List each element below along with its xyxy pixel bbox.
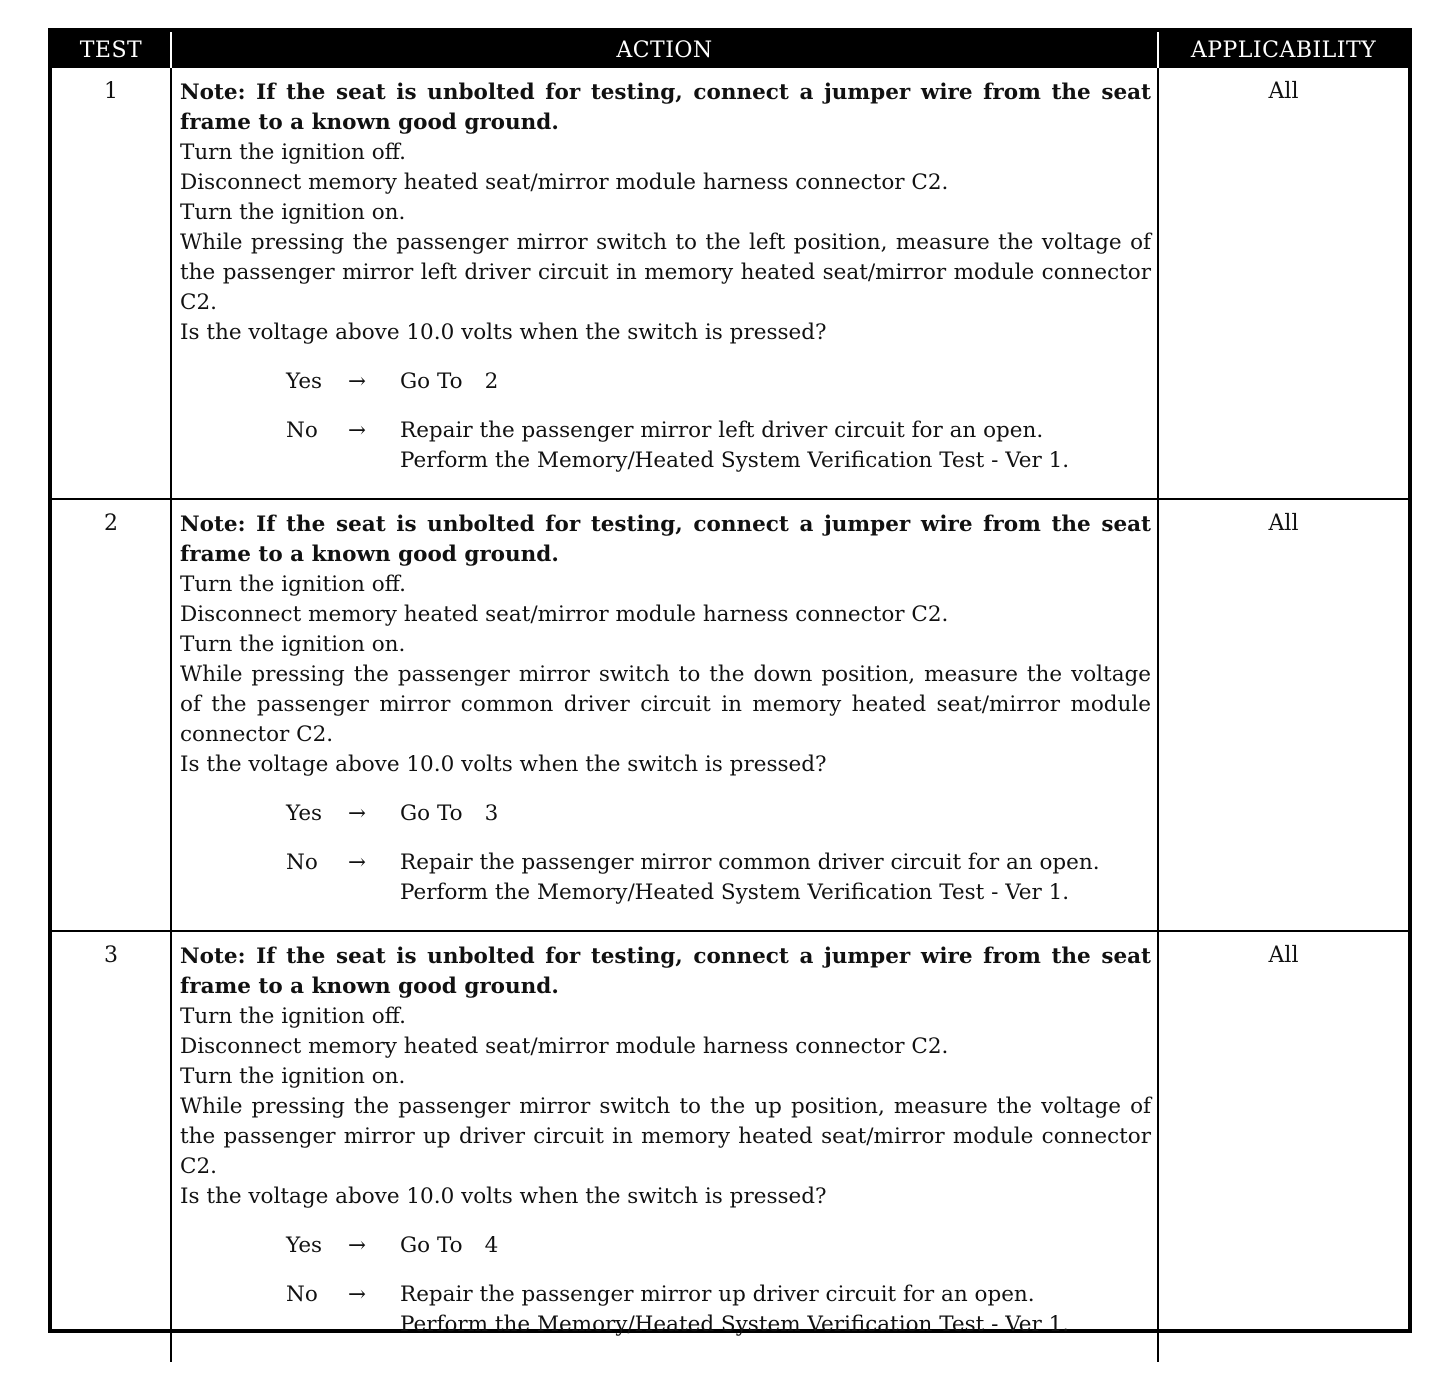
step-text: Disconnect memory heated seat/mirror module harness connector C2.	[180, 1034, 949, 1059]
yes-result	[400, 367, 1151, 397]
diagnostic-table-frame	[48, 28, 1412, 1337]
no-label: No	[286, 850, 318, 875]
step-text: Turn the ignition on.	[180, 632, 406, 657]
test-number: 2	[52, 499, 171, 931]
goto-label: Go To	[400, 801, 463, 826]
test-number: 1	[104, 79, 118, 104]
no-result-verify: Perform the Memory/Heated System Verification Test - Ver 1.	[400, 1312, 1070, 1337]
yes-label: Yes	[286, 1233, 323, 1258]
action-cell	[171, 499, 1158, 931]
arrow-right-icon: →	[348, 418, 367, 443]
no-label: No	[286, 418, 318, 443]
yes-result	[400, 1231, 1151, 1261]
step-text: Disconnect memory heated seat/mirror module harness connector C2.	[180, 170, 949, 195]
note-text: Note: If the seat is unbolted for testing, connect a jumper wire from the seat frame to a known good ground.	[180, 80, 1151, 135]
diagnostic-test-table	[52, 32, 1408, 1362]
step-text: Turn the ignition off.	[180, 572, 406, 597]
step-text: Turn the ignition off.	[180, 1004, 406, 1029]
question-text: Is the voltage above 10.0 volts when the switch is pressed?	[180, 320, 827, 345]
no-result-repair: Repair the passenger mirror left driver circuit for an open.	[400, 418, 1044, 443]
applicability-value: All	[1158, 499, 1408, 931]
no-branch	[180, 416, 1151, 476]
action-cell	[171, 68, 1158, 499]
header-row	[52, 32, 1408, 68]
applicability-value: All	[1158, 931, 1408, 1362]
goto-test-link[interactable]: 4	[484, 1233, 499, 1258]
arrow-right-icon: →	[348, 369, 367, 394]
no-result-verify: Perform the Memory/Heated System Verification Test - Ver 1.	[400, 880, 1070, 905]
goto-label: Go To	[400, 369, 463, 394]
no-result-repair: Repair the passenger mirror up driver circuit for an open.	[400, 1282, 1035, 1307]
table-body	[52, 68, 1408, 1362]
table-row	[52, 68, 1408, 499]
step-text: Turn the ignition on.	[180, 200, 406, 225]
question-text: Is the voltage above 10.0 volts when the switch is pressed?	[180, 1184, 827, 1209]
step-text: While pressing the passenger mirror switch to the down position, measure the voltage of the passenger mirror common driver circuit in memory heated seat/mirror module connector C2.	[180, 662, 1151, 747]
header-test: TEST	[52, 32, 171, 68]
no-result-repair: Repair the passenger mirror common driver circuit for an open.	[400, 850, 1100, 875]
table-header	[52, 32, 1408, 68]
step-text: Disconnect memory heated seat/mirror module harness connector C2.	[180, 602, 949, 627]
no-result	[400, 848, 1151, 908]
note-text: Note: If the seat is unbolted for testing, connect a jumper wire from the seat frame to a known good ground.	[180, 944, 1151, 999]
no-result-verify: Perform the Memory/Heated System Verification Test - Ver 1.	[400, 448, 1070, 473]
step-text: While pressing the passenger mirror switch to the left position, measure the voltage of the passenger mirror left driver circuit in memory heated seat/mirror module connector C2.	[180, 230, 1151, 315]
no-branch	[180, 1280, 1151, 1340]
header-action: ACTION	[171, 32, 1158, 68]
step-text: Turn the ignition off.	[180, 140, 406, 165]
yes-label: Yes	[286, 801, 323, 826]
table-row	[52, 499, 1408, 931]
goto-test-link[interactable]: 3	[484, 801, 499, 826]
yes-branch	[180, 799, 1151, 829]
yes-branch	[180, 367, 1151, 397]
question-text: Is the voltage above 10.0 volts when the switch is pressed?	[180, 752, 827, 777]
step-text: Turn the ignition on.	[180, 1064, 406, 1089]
applicability-value: All	[1158, 68, 1408, 499]
action-cell	[171, 931, 1158, 1362]
no-label: No	[286, 1282, 318, 1307]
yes-label: Yes	[286, 369, 323, 394]
yes-branch	[180, 1231, 1151, 1261]
yes-result	[400, 799, 1151, 829]
no-branch	[180, 848, 1151, 908]
arrow-right-icon: →	[348, 801, 367, 826]
no-result	[400, 416, 1151, 476]
arrow-right-icon: →	[348, 1282, 367, 1307]
header-applicability: APPLICABILITY	[1158, 32, 1408, 68]
goto-label: Go To	[400, 1233, 463, 1258]
arrow-right-icon: →	[348, 1233, 367, 1258]
test-number: 3	[52, 931, 171, 1362]
step-text: While pressing the passenger mirror switch to the up position, measure the voltage of the passenger mirror up driver circuit in memory heated seat/mirror module connector C2.	[180, 1094, 1151, 1179]
table-row	[52, 931, 1408, 1362]
note-text: Note: If the seat is unbolted for testing, connect a jumper wire from the seat frame to a known good ground.	[180, 512, 1151, 567]
arrow-right-icon: →	[348, 850, 367, 875]
no-result	[400, 1280, 1151, 1340]
goto-test-link[interactable]: 2	[484, 369, 499, 394]
